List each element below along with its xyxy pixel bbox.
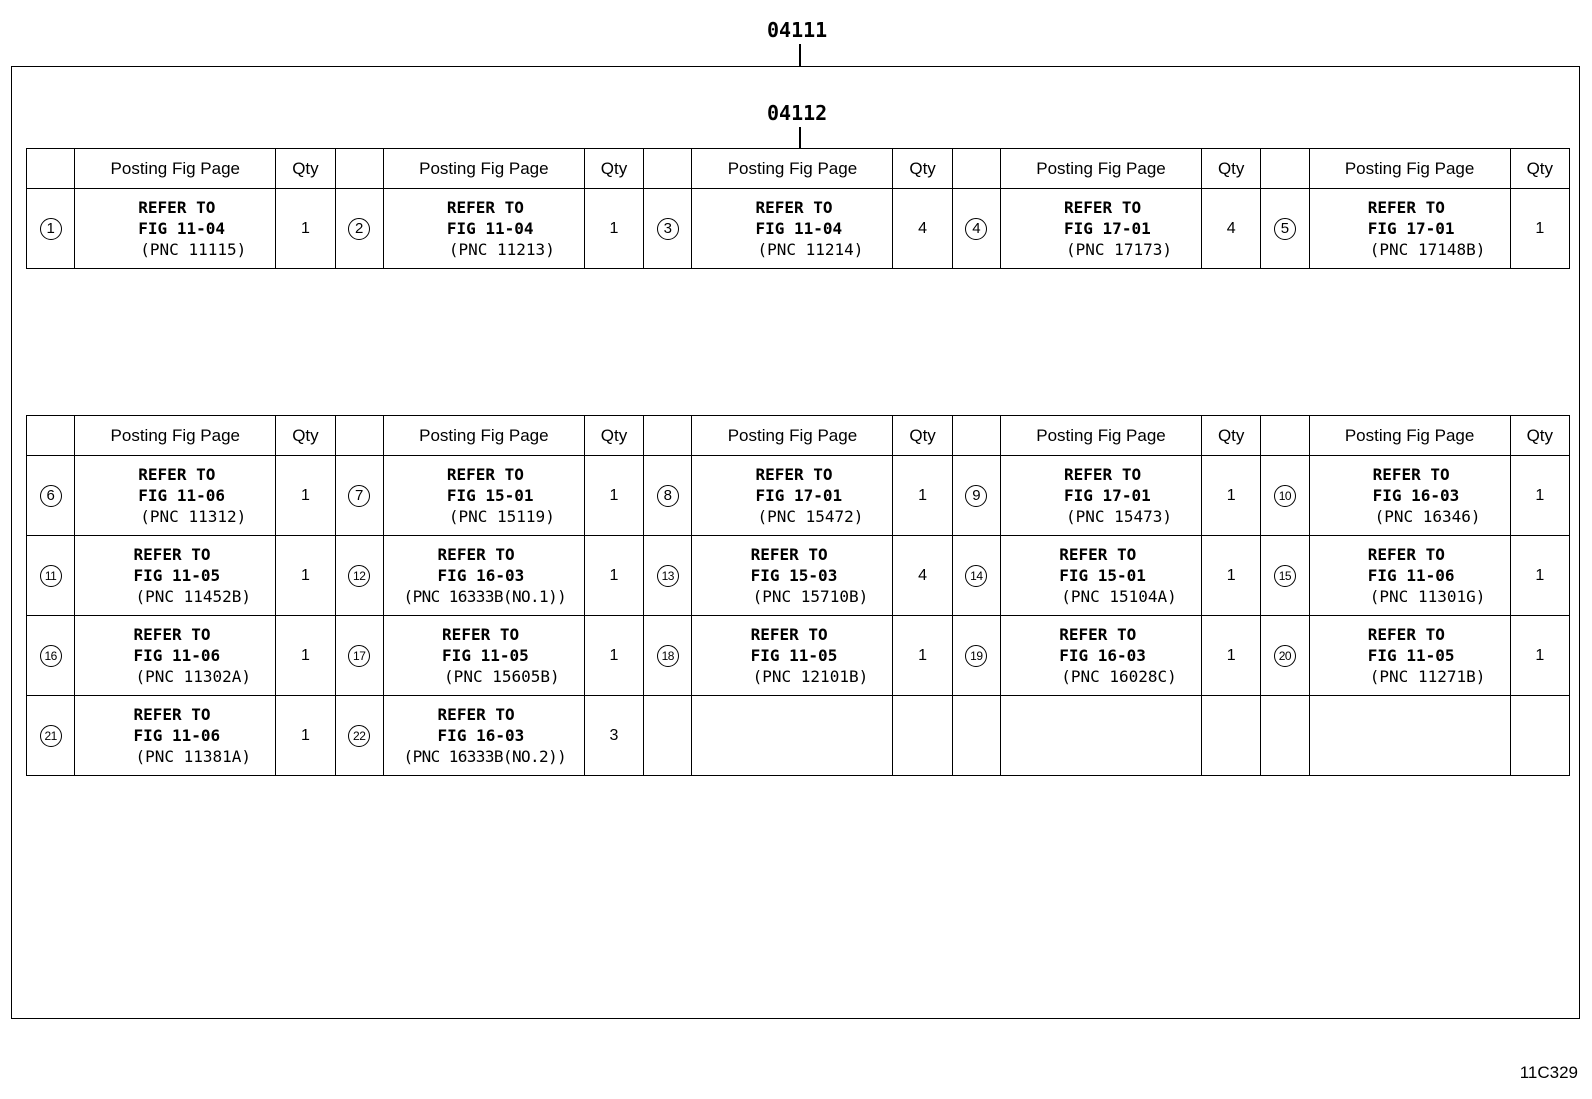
pnc-text: (PNC 16333B(NO.2)) — [403, 747, 567, 766]
pnc-text: (PNC 15710B) — [752, 587, 869, 606]
qty-cell — [1202, 616, 1261, 696]
qty-cell — [893, 696, 952, 776]
posting-fig-cell — [1309, 456, 1510, 536]
qty-value: 1 — [1226, 646, 1236, 664]
header-posting-fig-page: Posting Fig Page — [1309, 416, 1510, 456]
fig-reference[interactable]: FIG 15-03 — [750, 566, 838, 585]
fig-reference[interactable]: FIG 11-04 — [755, 219, 843, 238]
qty-value: 4 — [918, 566, 928, 584]
refer-to-text: REFER TO — [750, 545, 828, 564]
callout-cell — [1261, 189, 1309, 269]
callout-number: 6 — [40, 485, 62, 507]
header-blank-cell — [1261, 149, 1309, 189]
header-qty: Qty — [584, 149, 643, 189]
posting-fig-cell — [1309, 616, 1510, 696]
callout-number: 4 — [965, 218, 987, 240]
header-row — [27, 149, 1570, 189]
parts-table-2 — [26, 415, 1570, 776]
posting-fig-cell — [75, 616, 276, 696]
callout-number: 15 — [1274, 565, 1296, 587]
refer-to-text: REFER TO — [138, 198, 216, 217]
qty-value: 1 — [609, 219, 619, 237]
fig-reference[interactable]: FIG 11-06 — [138, 486, 225, 505]
qty-cell — [1510, 616, 1569, 696]
header-posting-fig-page: Posting Fig Page — [1309, 149, 1510, 189]
refer-to-text: REFER TO — [1367, 198, 1445, 217]
header-posting-fig-page: Posting Fig Page — [75, 416, 276, 456]
header-qty: Qty — [1202, 149, 1261, 189]
qty-cell — [584, 189, 643, 269]
callout-number: 22 — [348, 725, 370, 747]
header-blank-cell — [644, 416, 692, 456]
callout-cell — [335, 696, 383, 776]
header-blank-cell — [1261, 416, 1309, 456]
callout-cell — [1261, 696, 1309, 776]
qty-value: 1 — [1226, 486, 1236, 504]
refer-to-text: REFER TO — [133, 545, 211, 564]
qty-value: 1 — [300, 646, 310, 664]
pnc-text: (PNC 11115) — [140, 240, 247, 259]
fig-reference[interactable]: FIG 17-01 — [1367, 219, 1455, 238]
posting-fig-cell — [692, 616, 893, 696]
refer-to-text: REFER TO — [437, 705, 515, 724]
fig-reference[interactable]: FIG 11-04 — [446, 219, 534, 238]
pnc-text: (PNC 16028C) — [1061, 667, 1177, 686]
header-qty: Qty — [276, 416, 335, 456]
callout-cell — [27, 696, 75, 776]
qty-cell — [1202, 456, 1261, 536]
posting-fig-cell — [1000, 536, 1201, 616]
posting-fig-cell — [75, 189, 276, 269]
refer-to-text: REFER TO — [446, 465, 524, 484]
callout-number: 21 — [40, 725, 62, 747]
fig-reference[interactable]: FIG 15-01 — [446, 486, 534, 505]
fig-reference[interactable]: FIG 16-03 — [1059, 646, 1146, 665]
pnc-text: (PNC 11312) — [140, 507, 247, 526]
refer-to-text: REFER TO — [1367, 545, 1445, 564]
refer-to-text: REFER TO — [750, 625, 828, 644]
fig-reference[interactable]: FIG 15-01 — [1059, 566, 1146, 585]
refer-to-text: REFER TO — [1064, 198, 1142, 217]
posting-fig-cell — [1000, 456, 1201, 536]
posting-fig-cell — [692, 189, 893, 269]
pnc-text: (PNC 15473) — [1066, 507, 1172, 526]
header-posting-fig-page: Posting Fig Page — [383, 149, 584, 189]
assembly-label-04111: 04111 — [767, 18, 828, 42]
posting-fig-cell — [1000, 616, 1201, 696]
fig-reference[interactable]: FIG 11-06 — [133, 646, 221, 665]
fig-reference[interactable]: FIG 11-05 — [133, 566, 221, 585]
pnc-text: (PNC 11214) — [757, 240, 864, 259]
header-posting-fig-page: Posting Fig Page — [692, 149, 893, 189]
header-row — [27, 416, 1570, 456]
refer-to-text: REFER TO — [1367, 625, 1445, 644]
refer-to-text: REFER TO — [1064, 465, 1142, 484]
qty-cell — [893, 189, 952, 269]
qty-cell — [893, 616, 952, 696]
qty-cell — [1202, 189, 1261, 269]
callout-number: 19 — [965, 645, 987, 667]
qty-cell — [276, 616, 335, 696]
qty-value: 1 — [1226, 566, 1236, 584]
callout-cell — [952, 696, 1000, 776]
posting-fig-cell — [1309, 536, 1510, 616]
callout-number: 12 — [348, 565, 370, 587]
pnc-text: (PNC 16333B(NO.1)) — [403, 587, 567, 606]
refer-to-text: REFER TO — [442, 625, 520, 644]
refer-to-text: REFER TO — [1059, 545, 1137, 564]
refer-to-text: REFER TO — [755, 465, 833, 484]
pnc-text: (PNC 15104A) — [1061, 587, 1177, 606]
header-blank-cell — [952, 149, 1000, 189]
pnc-text: (PNC 11271B) — [1369, 667, 1486, 686]
qty-cell — [1510, 696, 1569, 776]
callout-number: 17 — [348, 645, 370, 667]
fig-reference[interactable]: FIG 11-05 — [1367, 646, 1455, 665]
callout-number: 9 — [965, 485, 987, 507]
posting-fig-cell — [383, 189, 584, 269]
fig-reference[interactable]: FIG 11-06 — [133, 726, 221, 745]
refer-to-text: REFER TO — [1372, 465, 1450, 484]
header-posting-fig-page: Posting Fig Page — [383, 416, 584, 456]
posting-fig-cell — [1309, 189, 1510, 269]
callout-cell — [1261, 456, 1309, 536]
posting-fig-cell — [692, 456, 893, 536]
qty-cell — [584, 456, 643, 536]
assembly-label-04112: 04112 — [767, 101, 828, 125]
header-posting-fig-page: Posting Fig Page — [1000, 416, 1201, 456]
parts-table-1 — [26, 148, 1570, 269]
leader-line-04112 — [799, 127, 801, 149]
qty-cell — [893, 456, 952, 536]
pnc-text: (PNC 11301G) — [1369, 587, 1486, 606]
qty-value: 1 — [609, 646, 619, 664]
posting-fig-cell — [383, 696, 584, 776]
qty-cell — [893, 536, 952, 616]
callout-cell — [952, 189, 1000, 269]
qty-value: 1 — [300, 219, 310, 237]
callout-cell — [335, 189, 383, 269]
qty-value: 1 — [300, 486, 310, 504]
header-blank-cell — [335, 149, 383, 189]
pnc-text: (PNC 15472) — [757, 507, 864, 526]
callout-cell — [644, 696, 692, 776]
callout-cell — [27, 536, 75, 616]
callout-number: 3 — [657, 218, 679, 240]
refer-to-text: REFER TO — [133, 705, 211, 724]
table-row — [27, 456, 1570, 536]
fig-reference[interactable]: FIG 11-04 — [138, 219, 225, 238]
header-blank-cell — [27, 416, 75, 456]
posting-fig-cell — [75, 696, 276, 776]
posting-fig-cell — [75, 456, 276, 536]
qty-value: 1 — [1535, 486, 1545, 504]
pnc-text: (PNC 12101B) — [752, 667, 869, 686]
pnc-text: (PNC 15605B) — [444, 667, 560, 686]
figure-code: 11C329 — [1519, 1063, 1578, 1082]
callout-cell — [952, 536, 1000, 616]
qty-cell — [276, 189, 335, 269]
fig-reference[interactable]: FIG 11-05 — [750, 646, 838, 665]
callout-cell — [27, 189, 75, 269]
leader-line-04111 — [799, 44, 801, 66]
posting-fig-cell — [383, 536, 584, 616]
callout-number: 13 — [657, 565, 679, 587]
callout-number: 16 — [40, 645, 62, 667]
callout-number: 18 — [657, 645, 679, 667]
table-row — [27, 536, 1570, 616]
refer-to-text: REFER TO — [755, 198, 833, 217]
pnc-text: (PNC 11381A) — [135, 747, 252, 766]
callout-cell — [27, 456, 75, 536]
posting-fig-cell — [692, 696, 893, 776]
table-row — [27, 616, 1570, 696]
qty-cell — [1510, 536, 1569, 616]
fig-reference[interactable]: FIG 16-03 — [437, 566, 525, 585]
qty-cell — [584, 696, 643, 776]
callout-cell — [952, 616, 1000, 696]
posting-fig-cell — [1309, 696, 1510, 776]
qty-value: 4 — [1226, 219, 1236, 237]
callout-cell — [335, 456, 383, 536]
callout-cell — [952, 456, 1000, 536]
posting-fig-cell — [1000, 189, 1201, 269]
posting-fig-cell — [1000, 696, 1201, 776]
pnc-text: (PNC 11213) — [448, 240, 555, 259]
qty-value: 1 — [300, 566, 310, 584]
callout-number: 2 — [348, 218, 370, 240]
table-row — [27, 696, 1570, 776]
callout-cell — [335, 536, 383, 616]
header-qty: Qty — [584, 416, 643, 456]
header-blank-cell — [335, 416, 383, 456]
fig-reference[interactable]: FIG 16-03 — [437, 726, 525, 745]
qty-cell — [1510, 456, 1569, 536]
refer-to-text: REFER TO — [1059, 625, 1137, 644]
posting-fig-cell — [75, 536, 276, 616]
table-row — [27, 189, 1570, 269]
qty-value: 1 — [1535, 646, 1545, 664]
callout-number: 11 — [40, 565, 62, 587]
refer-to-text: REFER TO — [133, 625, 211, 644]
header-blank-cell — [952, 416, 1000, 456]
pnc-text: (PNC 17173) — [1066, 240, 1172, 259]
header-qty: Qty — [893, 149, 952, 189]
pnc-text: (PNC 16346) — [1374, 507, 1481, 526]
refer-to-text: REFER TO — [446, 198, 524, 217]
header-blank-cell — [27, 149, 75, 189]
fig-reference[interactable]: FIG 11-05 — [442, 646, 529, 665]
fig-reference[interactable]: FIG 11-06 — [1367, 566, 1455, 585]
qty-value: 3 — [609, 726, 619, 744]
fig-reference[interactable]: FIG 17-01 — [1064, 486, 1151, 505]
pnc-text: (PNC 11452B) — [135, 587, 252, 606]
qty-value: 1 — [609, 566, 619, 584]
callout-number: 20 — [1274, 645, 1296, 667]
posting-fig-cell — [383, 616, 584, 696]
callout-cell — [644, 456, 692, 536]
callout-number: 5 — [1274, 218, 1296, 240]
fig-reference[interactable]: FIG 16-03 — [1372, 486, 1460, 505]
qty-value: 1 — [300, 726, 310, 744]
qty-cell — [276, 696, 335, 776]
callout-cell — [1261, 616, 1309, 696]
header-qty: Qty — [1202, 416, 1261, 456]
posting-fig-cell — [692, 536, 893, 616]
qty-cell — [1202, 696, 1261, 776]
qty-cell — [584, 616, 643, 696]
callout-cell — [644, 536, 692, 616]
refer-to-text: REFER TO — [437, 545, 515, 564]
header-posting-fig-page: Posting Fig Page — [75, 149, 276, 189]
fig-reference[interactable]: FIG 17-01 — [755, 486, 843, 505]
qty-value: 1 — [918, 646, 928, 664]
header-blank-cell — [644, 149, 692, 189]
callout-cell — [335, 616, 383, 696]
qty-cell — [276, 456, 335, 536]
qty-cell — [1510, 189, 1569, 269]
pnc-text: (PNC 17148B) — [1369, 240, 1486, 259]
callout-cell — [644, 616, 692, 696]
header-qty: Qty — [276, 149, 335, 189]
qty-cell — [1202, 536, 1261, 616]
qty-value: 1 — [918, 486, 928, 504]
refer-to-text: REFER TO — [138, 465, 216, 484]
qty-value: 4 — [918, 219, 928, 237]
callout-number: 1 — [40, 218, 62, 240]
callout-number: 7 — [348, 485, 370, 507]
qty-value: 1 — [609, 486, 619, 504]
header-qty: Qty — [1510, 416, 1569, 456]
header-qty: Qty — [1510, 149, 1569, 189]
qty-cell — [584, 536, 643, 616]
callout-cell — [27, 616, 75, 696]
callout-number: 14 — [965, 565, 987, 587]
qty-value: 1 — [1535, 219, 1545, 237]
pnc-text: (PNC 15119) — [448, 507, 555, 526]
header-posting-fig-page: Posting Fig Page — [1000, 149, 1201, 189]
callout-cell — [644, 189, 692, 269]
fig-reference[interactable]: FIG 17-01 — [1064, 219, 1151, 238]
header-posting-fig-page: Posting Fig Page — [692, 416, 893, 456]
qty-cell — [276, 536, 335, 616]
pnc-text: (PNC 11302A) — [135, 667, 252, 686]
callout-cell — [1261, 536, 1309, 616]
callout-number: 10 — [1274, 485, 1296, 507]
posting-fig-cell — [383, 456, 584, 536]
callout-number: 8 — [657, 485, 679, 507]
header-qty: Qty — [893, 416, 952, 456]
qty-value: 1 — [1535, 566, 1545, 584]
